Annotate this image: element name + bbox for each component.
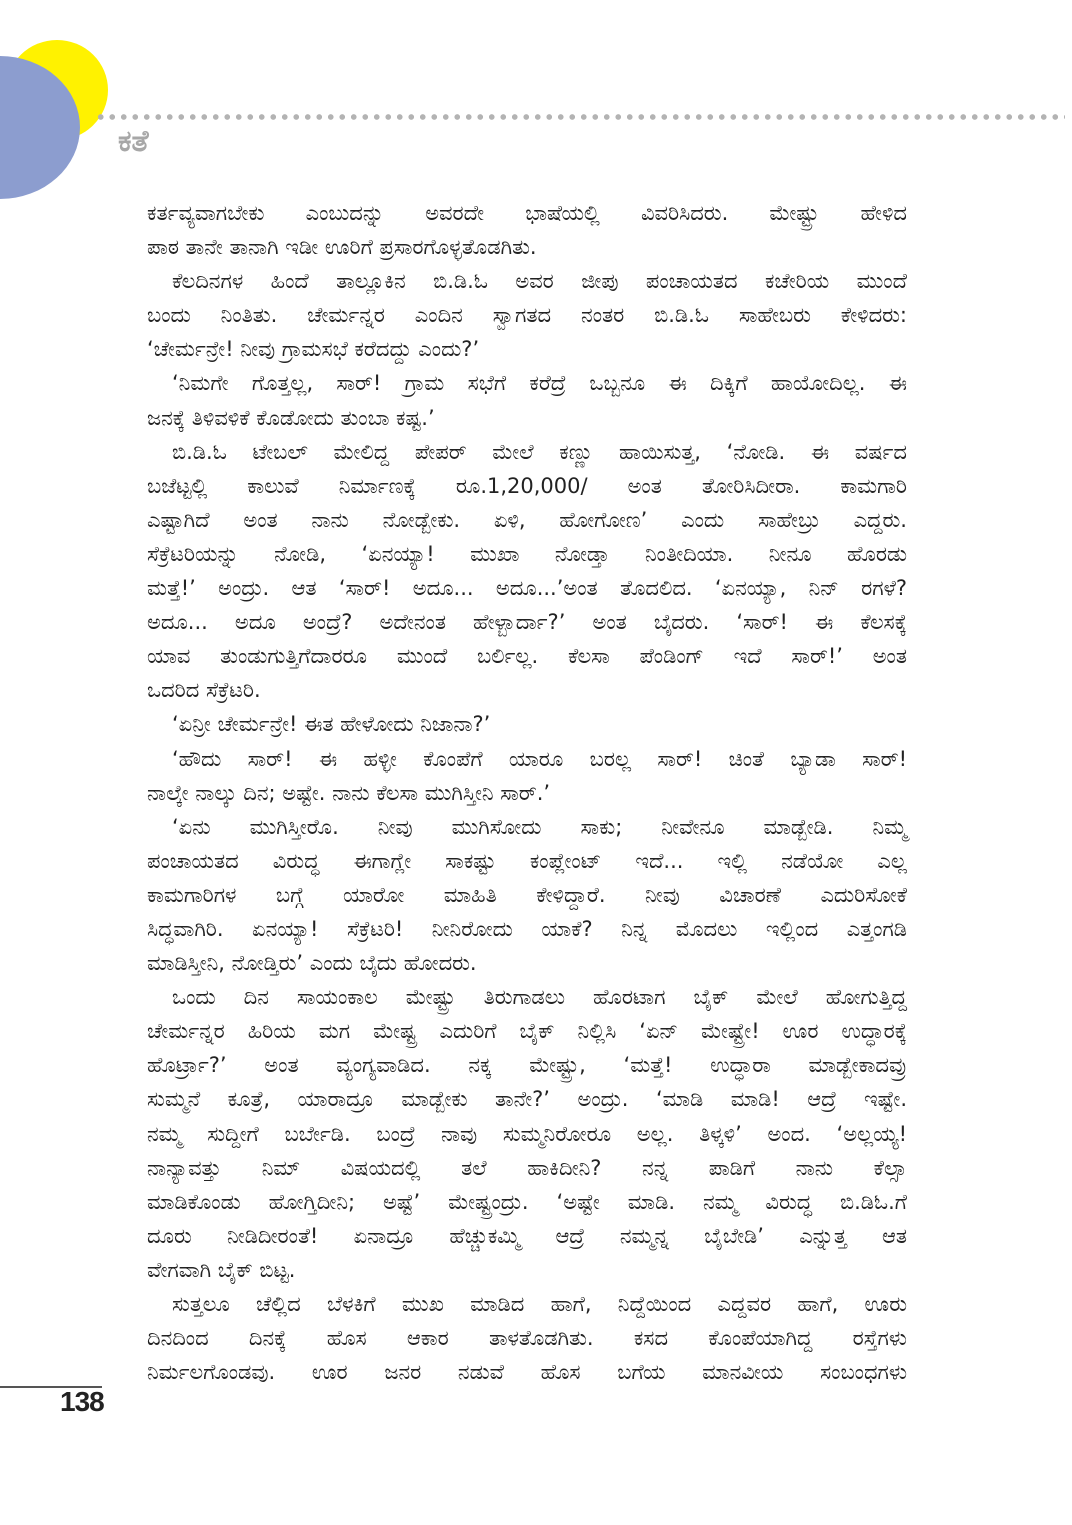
paragraph bbox=[147, 196, 907, 264]
text-line: ‘ಏನು ಮುಗಿಸ್ತೀರೊ. ನೀವು ಮುಗಿಸೋದು ಸಾಕು; ನೀವೇನೂ ಮಾಡ್ಬೇಡಿ. ನಿಮ್ಮ bbox=[172, 814, 907, 839]
text-line: ದೂರು ನೀಡಿದೀರಂತೆ! ಏನಾದ್ರೂ ಹೆಚ್ಚುಕಮ್ಮಿ ಆದ್ರೆ ನಮ್ಮನ್ನ ಬೈಬೇಡಿ’ ಎನ್ನುತ್ತ ಆತ bbox=[147, 1223, 907, 1248]
text-line: ಮತ್ತೆ!’ ಅಂದ್ರು. ಆತ ‘ಸಾರ್! ಅದೂ... ಅದೂ...’ಅಂತ ತೊದಲಿದ. ‘ಏನಯ್ಯಾ, ನಿನ್ ರಗಳೆ? bbox=[147, 576, 907, 601]
text-line: ಸುತ್ತಲೂ ಚೆಲ್ಲಿದ ಬೆಳಕಿಗೆ ಮುಖ ಮಾಡಿದ ಹಾಗೆ, ನಿದ್ದೆಯಿಂದ ಎದ್ದವರ ಹಾಗೆ, ಊರು bbox=[172, 1292, 907, 1316]
text-line: ‘ಚೇರ್ಮನ್ರೇ! ನೀವು ಗ್ರಾಮಸಭೆ ಕರೆದದ್ದು ಎಂದು?’ bbox=[147, 337, 480, 362]
paragraph bbox=[147, 707, 907, 741]
text-line: ವೇಗವಾಗಿ ಬೈಕ್ ಬಿಟ್ಟ. bbox=[147, 1257, 296, 1282]
page-number: 138 bbox=[60, 1386, 104, 1417]
text-line: ಪಂಚಾಯತದ ವಿರುದ್ಧ ಈಗಾಗ್ಲೇ ಸಾಕಷ್ಟು ಕಂಪ್ಲೇಂಟ್ ಇದೆ... ಇಲ್ಲಿ ನಡೆಯೋ ಎಲ್ಲ bbox=[147, 848, 907, 873]
text-line: ‘ಹೌದು ಸಾರ್! ಈ ಹಳ್ಳೀ ಕೊಂಪೆಗೆ ಯಾರೂ ಬರಲ್ಲ ಸಾರ್! ಚಿಂತೆ ಬ್ಯಾಡಾ ಸಾರ್! bbox=[172, 746, 907, 771]
paragraph bbox=[147, 435, 907, 708]
text-line: ದಿನದಿಂದ ದಿನಕ್ಕೆ ಹೊಸ ಆಕಾರ ತಾಳತೊಡಗಿತು. ಕಸದ ಕೊಂಪೆಯಾಗಿದ್ದ ರಸ್ತೆಗಳು bbox=[147, 1326, 907, 1351]
paragraph bbox=[147, 366, 907, 434]
text-line: ಕರ್ತವ್ಯವಾಗಬೇಕು ಎಂಬುದನ್ನು ಅವರದೇ ಭಾಷೆಯಲ್ಲಿ ವಿವರಿಸಿದರು. ಮೇಷ್ಟ್ರು ಹೇಳಿದ bbox=[147, 201, 907, 225]
text-line: ಸುಮ್ಮನೆ ಕೂತ್ರೆ, ಯಾರಾದ್ರೂ ಮಾಡ್ಬೇಕು ತಾನೇ?’ ಅಂದ್ರು. ‘ಮಾಡಿ ಮಾಡಿ! ಆದ್ರೆ ಇಷ್ಟೇ. bbox=[147, 1087, 907, 1112]
text-line: ಒಂದು ದಿನ ಸಾಯಂಕಾಲ ಮೇಷ್ಟ್ರು ತಿರುಗಾಡಲು ಹೊರಟಾಗ ಬೈಕ್ ಮೇಲೆ ಹೋಗುತ್ತಿದ್ದ bbox=[172, 985, 907, 1010]
text-line: ಕೆಲದಿನಗಳ ಹಿಂದೆ ತಾಲ್ಲೂಕಿನ ಬಿ.ಡಿ.ಓ ಅವರ ಜೀಪು ಪಂಚಾಯತದ ಕಚೇರಿಯ ಮುಂದೆ bbox=[172, 269, 907, 294]
text-line: ‘ಏನ್ರೀ ಚೇರ್ಮನ್ರೇ! ಈತ ಹೇಳೋದು ನಿಜಾನಾ?’ bbox=[172, 712, 491, 737]
text-line: ‘ನಿಮಗೇ ಗೊತ್ತಲ್ಲ, ಸಾರ್! ಗ್ರಾಮ ಸಭೆಗೆ ಕರೆದ್ರೆ ಒಬ್ಬನೂ ಈ ದಿಕ್ಕಿಗೆ ಹಾಯೋದಿಲ್ಲ. ಈ bbox=[172, 371, 907, 396]
text-line: ಸಿದ್ಧವಾಗಿರಿ. ಏನಯ್ಯಾ! ಸೆಕ್ರೆಟರಿ! ನೀನಿರೋದು ಯಾಕೆ? ನಿನ್ನ ಮೊದಲು ಇಲ್ಲಿಂದ ಎತ್ತಂಗಡಿ bbox=[147, 916, 907, 941]
story-text bbox=[147, 196, 907, 1389]
text-line: ಬಿ.ಡಿ.ಓ ಟೇಬಲ್ ಮೇಲಿದ್ದ ಪೇಪರ್ ಮೇಲೆ ಕಣ್ಣು ಹಾಯಿಸುತ್ತ, ‘ನೋಡಿ. ಈ ವರ್ಷದ bbox=[172, 439, 907, 464]
text-line: ಒದರಿದ ಸೆಕ್ರೆಟರಿ. bbox=[147, 678, 261, 703]
paragraph bbox=[147, 264, 907, 366]
text-line: ಯಾವ ತುಂಡುಗುತ್ತಿಗೆದಾರರೂ ಮುಂದೆ ಬರ್ಲಿಲ್ಲ. ಕೆಲಸಾ ಪೆಂಡಿಂಗ್ ಇದೆ ಸಾರ್!’ ಅಂತ bbox=[147, 644, 907, 669]
text-line: ಚೇರ್ಮನ್ನರ ಹಿರಿಯ ಮಗ ಮೇಷ್ಟ್ರ ಎದುರಿಗೆ ಬೈಕ್ ನಿಲ್ಲಿಸಿ ‘ಏನ್ ಮೇಷ್ಟ್ರೇ! ಊರ ಉದ್ಧಾರಕ್ಕೆ bbox=[147, 1019, 907, 1044]
text-line: ಬಂದು ನಿಂತಿತು. ಚೇರ್ಮನ್ನರ ಎಂದಿನ ಸ್ವಾಗತದ ನಂತರ ಬಿ.ಡಿ.ಓ ಸಾಹೇಬರು ಕೇಳಿದರು: bbox=[147, 303, 907, 328]
paragraph bbox=[147, 1287, 907, 1389]
text-line: ನಾನ್ಯಾವತ್ತು ನಿಮ್ ವಿಷಯದಲ್ಲಿ ತಲೆ ಹಾಕಿದೀನಿ? ನನ್ನ ಪಾಡಿಗೆ ನಾನು ಕೆಲ್ಸಾ bbox=[147, 1155, 907, 1180]
text-line: ಪಾಠ ತಾನೇ ತಾನಾಗಿ ಇಡೀ ಊರಿಗೆ ಪ್ರಸಾರಗೊಳ್ಳತೊಡಗಿತು. bbox=[147, 235, 537, 260]
text-line: ಜನಕ್ಕೆ ತಿಳಿವಳಿಕೆ ಕೊಡೋದು ತುಂಬಾ ಕಷ್ಟ.’ bbox=[147, 405, 435, 430]
text-line: ಸೆಕ್ರೆಟರಿಯನ್ನು ನೋಡಿ, ‘ಏನಯ್ಯಾ! ಮುಖಾ ನೋಡ್ತಾ ನಿಂತೀದಿಯಾ. ನೀನೂ ಹೊರಡು bbox=[147, 541, 907, 566]
dotted-divider bbox=[95, 114, 1065, 120]
text-line: ಮಾಡಿಸ್ತೀನಿ, ನೋಡ್ತಿರು’ ಎಂದು ಬೈದು ಹೋದರು. bbox=[147, 951, 477, 976]
paragraph bbox=[147, 980, 907, 1287]
text-line: ಮಾಡಿಕೊಂಡು ಹೋಗ್ತಿದೀನಿ; ಅಷ್ಟೆ’ ಮೇಷ್ಟ್ರಂದ್ರು. ‘ಅಷ್ಟೇ ಮಾಡಿ. ನಮ್ಮ ವಿರುದ್ಧ ಬಿ.ಡಿಓ.ಗೆ bbox=[147, 1189, 907, 1214]
section-title: ಕತೆ bbox=[118, 124, 149, 159]
text-line: ಬಜೆಟ್ಟಲ್ಲಿ ಕಾಲುವೆ ನಿರ್ಮಾಣಕ್ಕೆ ರೂ.1,20,000/ ಅಂತ ತೋರಿಸಿದೀರಾ. ಕಾಮಗಾರಿ bbox=[147, 473, 907, 498]
text-line: ಎಷ್ಟಾಗಿದೆ ಅಂತ ನಾನು ನೋಡ್ಬೇಕು. ಏಳಿ, ಹೋಗೋಣ’ ಎಂದು ಸಾಹೇಬ್ರು ಎದ್ದರು. bbox=[147, 507, 907, 532]
text-line: ನಿರ್ಮಲಗೊಂಡವು. ಊರ ಜನರ ನಡುವೆ ಹೊಸ ಬಗೆಯ ಮಾನವೀಯ ಸಂಬಂಧಗಳು bbox=[147, 1360, 907, 1385]
text-line: ನಮ್ಮ ಸುದ್ದೀಗೆ ಬರ್ಬೇಡಿ. ಬಂದ್ರೆ ನಾವು ಸುಮ್ಮನಿರೋರೂ ಅಲ್ಲ. ತಿಳ್ಕಳಿ’ ಅಂದ. ‘ಅಲ್ಲಯ್ಯ! bbox=[147, 1121, 907, 1146]
text-line: ನಾಲ್ಕೇ ನಾಲ್ಕು ದಿನ; ಅಷ್ಟೇ. ನಾನು ಕೆಲಸಾ ಮುಗಿಸ್ತೀನಿ ಸಾರ್.’ bbox=[147, 780, 551, 805]
text-line: ಹೊರ್ಟ್ರಾ?’ ಅಂತ ವ್ಯಂಗ್ಯವಾಡಿದ. ನಕ್ಕ ಮೇಷ್ಟ್ರು, ‘ಮತ್ತೆ! ಉದ್ಧಾರಾ ಮಾಡ್ಬೇಕಾದವ್ರು bbox=[147, 1053, 907, 1078]
paragraph bbox=[147, 810, 907, 980]
text-line: ಅದೂ... ಅದೂ ಅಂದ್ರೆ? ಅದೇನಂತ ಹೇಳ್ಬಾರ್ದಾ?’ ಅಂತ ಬೈದರು. ‘ಸಾರ್! ಈ ಕೆಲಸಕ್ಕೆ bbox=[147, 610, 907, 635]
text-line: ಕಾಮಗಾರಿಗಳ ಬಗ್ಗೆ ಯಾರೋ ಮಾಹಿತಿ ಕೇಳಿದ್ದಾರೆ. ನೀವು ವಿಚಾರಣೆ ಎದುರಿಸೋಕೆ bbox=[147, 882, 907, 907]
paragraph bbox=[147, 742, 907, 810]
